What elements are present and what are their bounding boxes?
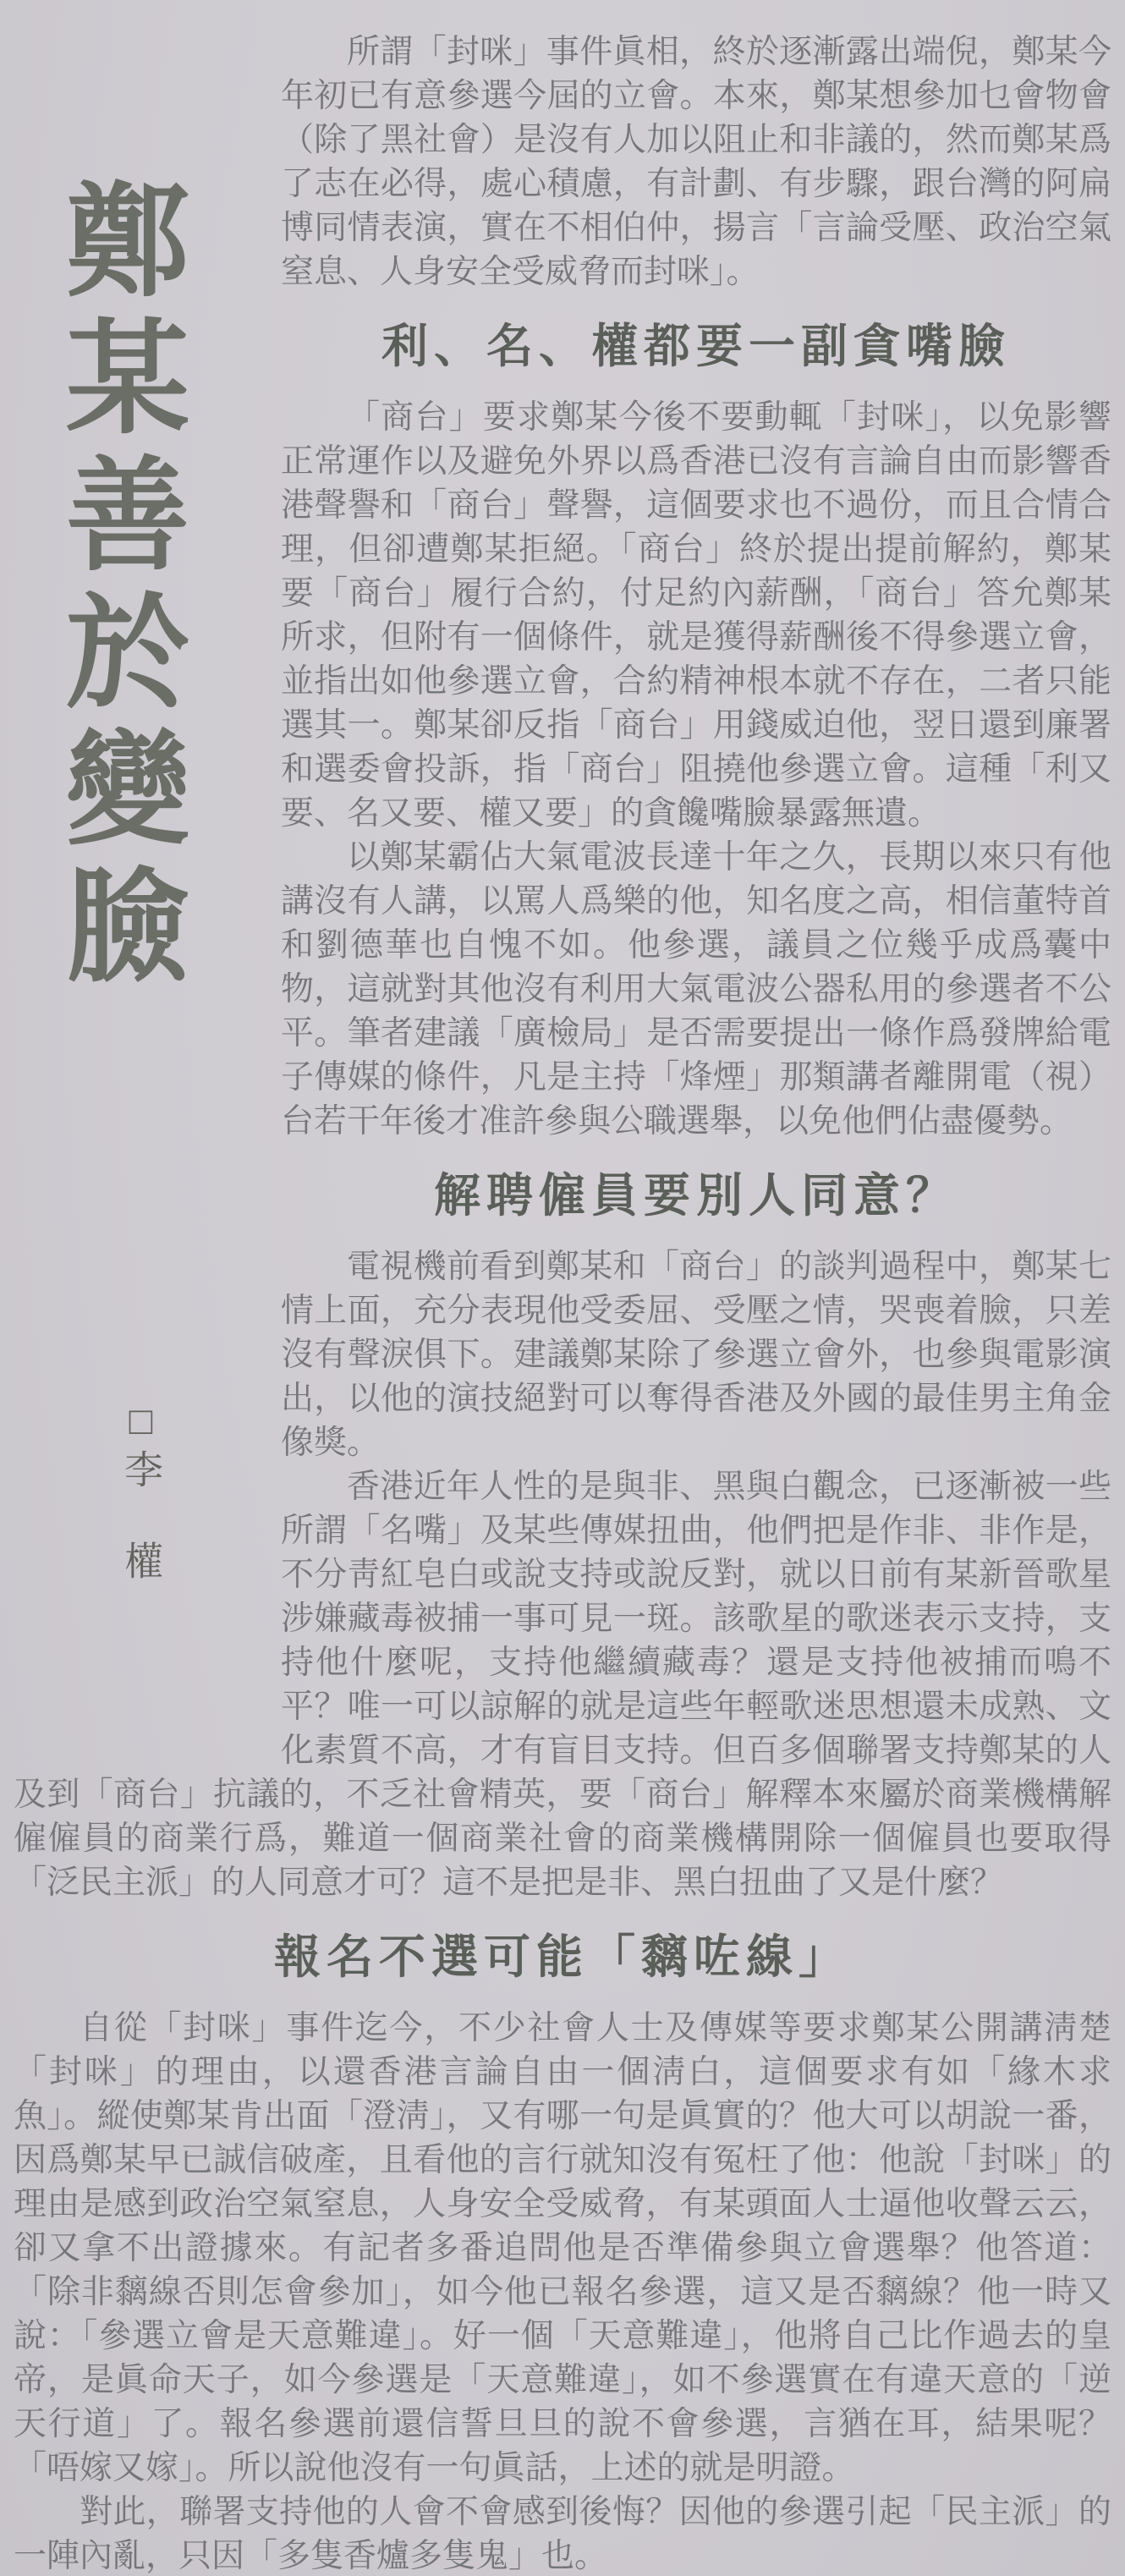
article-left-rail [14,30,281,1766]
paragraph: 自從「封咪」事件迄今，不少社會人士及傳媒等要求鄭某公開講淸楚「封咪」的理由，以還香港言論自由一個淸白，這個要求有如「緣木求魚」。縱使鄭某肯出面「澄淸」，又有哪一句是眞實的？他大可以胡說一番，因爲鄭某早已誠信破產，且看他的言行就知沒有冤枉了他：他說「封咪」的理由是感到政治空氣窒息，人身安全受威脅，有某頭面人士逼他收聲云云，卻又拿不出證據來。有記者多番追問他是否準備參與立會選舉？他答道：「除非黐線否則怎會參加」，如今他已報名參選，這又是否黐線？他一時又說：「參選立會是天意難違」。好一個「天意難違」，他將自己比作過去的皇帝，是眞命天子，如今參選是「天意難違」，如不參選實在有違天意的「逆天行道」了。報名參選前還信誓旦旦的說不會參選，言猶在耳，結果呢？「唔嫁又嫁」。所以說他沒有一句眞話，上述的就是明證。 [14,2010,1111,2486]
paragraph: 香港近年人性的是與非、黑與白觀念，已逐漸被一些所謂「名嘴」及某些傳媒扭曲，他們把是作非、非作是，不分靑紅皂白或說支持或說反對，就以日前有某新晉歌星涉嫌藏毒被捕一事可見一斑。該歌星的歌迷表示支持，支持他什麼呢，支持他繼續藏毒？還是支持他被捕而鳴不平？唯一可以諒解的就是這些年輕歌迷思想還未成熟、文化素質不高，才有盲目支持。但百多個聯署支持鄭某的人及到「商台」抗議的，不乏社會精英，要「商台」解釋本來屬於商業機構解僱僱員的商業行爲，難道一個商業社會的商業機構開除一個僱員也要取得「泛民主派」的人同意才可？這不是把是非、黑白扭曲了又是什麼？ [14,1469,1111,1901]
paragraph: 電視機前看到鄭某和「商台」的談判過程中，鄭某七情上面，充分表現他受委屈、受壓之情，哭喪着臉，只差沒有聲淚俱下。建議鄭某除了參選立會外，也參與電影演出，以他的演技絕對可以奪得香港及外國的最佳男主角金像獎。 [281,1249,1111,1461]
section-heading-greedy-face: 利、名、權都要一副貪嘴臉 [381,320,1011,372]
section-heading-crazy-line: 報名不選可能「黐咗線」 [273,1931,851,1983]
paragraph: 「商台」要求鄭某今後不要動輒「封咪」，以免影響正常運作以及避免外界以爲香港已沒有言論自由而影響香港聲譽和「商台」聲譽，這個要求也不過份，而且合情合理，但卻遭鄭某拒絕。「商台」終於提出提前解約，鄭某要「商台」履行合約，付足約內薪酬，「商台」答允鄭某所求，但附有一個條件，就是獲得薪酬後不得參選立會，並指出如他參選立會，合約精神根本就不存在，二者只能選其一。鄭某卻反指「商台」用錢威迫他，翌日還到廉署和選委會投訴，指「商台」阻撓他參選立會。這種「利又要、名又要、權又要」的貪饞嘴臉暴露無遺。 [281,399,1111,832]
paragraph: 以鄭某霸佔大氣電波長達十年之久，長期以來只有他講沒有人講，以罵人爲樂的他，知名度之高，相信董特首和劉德華也自愧不如。他參選，議員之位幾乎成爲囊中物，這就對其他沒有利用大氣電波公器私用的參選者不公平。筆者建議「廣檢局」是否需要提出一條作爲發牌給電子傳媒的條件，凡是主持「烽煙」那類講者離開電（視）台若干年後才准許參與公職選舉，以免他們佔盡優勢。 [281,839,1111,1140]
author-byline: □李 權 [119,1399,162,1586]
lead-paragraph: 所謂「封咪」事件眞相，終於逐漸露出端倪，鄭某今年初已有意參選今屆的立會。本來，鄭某想參加乜會物會（除了黑社會）是沒有人加以阻止和非議的，然而鄭某爲了志在必得，處心積慮，有計劃、有步驟，跟台灣的阿扁博同情表演，實在不相伯仲，揚言「言論受壓、政治空氣窒息、人身安全受威脅而封咪」。 [281,34,1111,290]
article-vertical-title: 鄭某善於變臉 [48,176,186,998]
section-heading-dismissal-consent: 解聘僱員要別人同意？ [433,1169,958,1222]
paragraph: 對此，聯署支持他的人會不會感到後悔？因他的參選引起「民主派」的一陣內亂，只因「多隻香爐多隻鬼」也。 [14,2494,1111,2574]
